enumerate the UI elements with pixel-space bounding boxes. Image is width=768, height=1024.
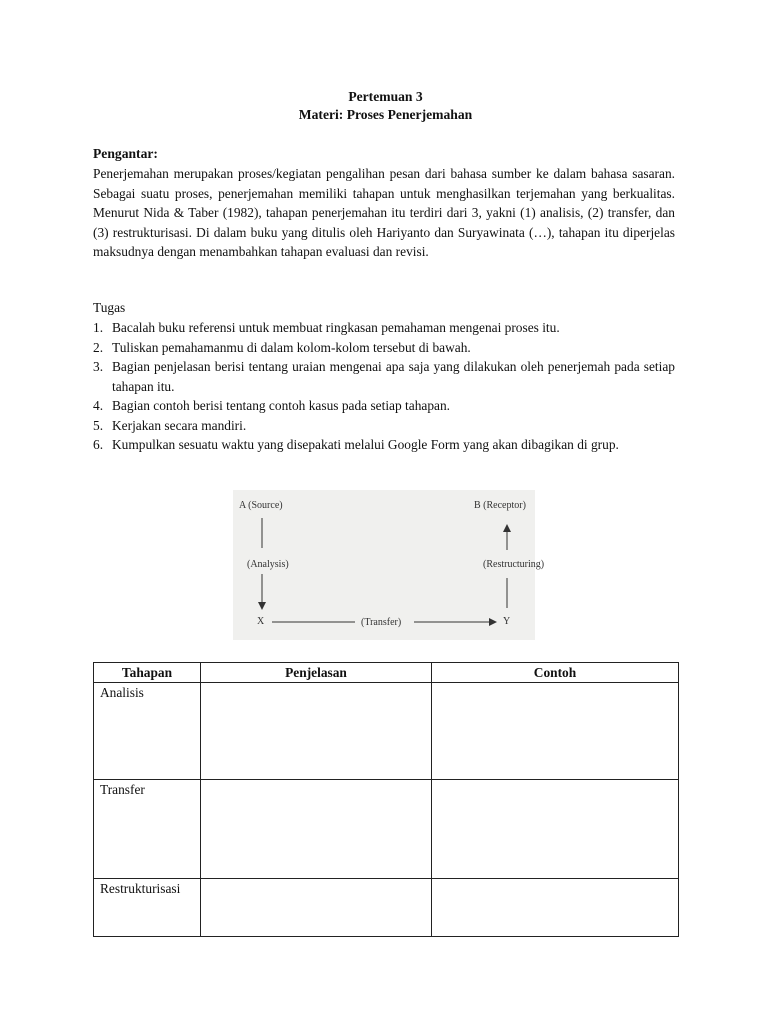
table-row — [94, 683, 679, 780]
tasks-label: Tugas — [93, 300, 126, 315]
restructuring-label: (Restructuring) — [483, 559, 545, 570]
task-text: Kerjakan secara mandiri. — [112, 417, 247, 433]
transfer-arrowhead — [489, 618, 497, 626]
material-title: Materi: Proses Penerjemahan — [298, 107, 473, 122]
task-number: 1. — [93, 320, 104, 335]
task-item — [93, 435, 675, 455]
explanation-cell[interactable] — [201, 780, 432, 879]
source-label: A (Source) — [239, 500, 283, 511]
task-text: Tuliskan pemahamanmu di dalam kolom-kolom tersebut di bawah. — [112, 339, 471, 355]
meeting-title: Pertemuan 3 — [348, 89, 423, 104]
task-list — [93, 318, 675, 455]
task-item — [93, 318, 675, 338]
stage-cell: Transfer — [94, 780, 201, 879]
task-item — [93, 396, 675, 416]
x-label: X — [257, 616, 265, 627]
task-number: 5. — [93, 417, 104, 433]
translation-process-diagram — [233, 490, 545, 640]
intro-paragraph: Penerjemahan merupakan proses/kegiatan pengalihan pesan dari bahasa sumber ke dalam bahasa sasaran. Sebagai suatu proses, penerjemahan memiliki tahapan untuk menghasilkan terjemahan yang berkualitas. Menurut Nida & Taber (1982), tahapan penerjemahan itu terdiri dari 3, yakni (1) analisis, (2) transfer, dan (3) restrukturisasi. Di dalam buku yang ditulis oleh Hariyanto dan Suryawinata (…), tahapan itu diperjelas maksudnya dengan menambahkan tahapan evaluasi dan revisi. — [93, 166, 675, 259]
example-cell[interactable] — [432, 780, 679, 879]
stage-cell: Restrukturisasi — [94, 879, 201, 937]
task-number: 2. — [93, 339, 104, 355]
header-stage: Tahapan — [94, 663, 201, 683]
example-cell[interactable] — [432, 879, 679, 937]
task-text: Bagian penjelasan berisi tentang uraian mengenai apa saja yang dilakukan oleh penerjemah pada setiap tahapan itu. — [112, 359, 675, 394]
task-number: 4. — [93, 398, 104, 413]
task-text: Bacalah buku referensi untuk membuat ringkasan pemahaman mengenai proses itu. — [112, 320, 560, 335]
task-text: Bagian contoh berisi tentang contoh kasus pada setiap tahapan. — [112, 398, 451, 413]
task-item — [93, 338, 675, 358]
stage-cell: Analisis — [94, 683, 201, 780]
task-number: 3. — [93, 359, 104, 374]
stages-table — [93, 662, 679, 937]
y-label: Y — [503, 616, 511, 627]
analysis-label: (Analysis) — [247, 559, 289, 570]
example-cell[interactable] — [432, 683, 679, 780]
task-number: 6. — [93, 437, 104, 452]
table-header-row — [94, 663, 679, 683]
table-row — [94, 879, 679, 937]
restructuring-arrowhead — [503, 524, 511, 532]
analysis-arrowhead — [258, 602, 266, 610]
task-text: Kumpulkan sesuatu waktu yang disepakati melalui Google Form yang akan dibagikan di grup. — [112, 437, 619, 452]
header-example: Contoh — [432, 663, 679, 683]
receptor-label: B (Receptor) — [474, 500, 526, 511]
explanation-cell[interactable] — [201, 879, 432, 937]
header-explanation: Penjelasan — [201, 663, 432, 683]
table-row — [94, 780, 679, 879]
explanation-cell[interactable] — [201, 683, 432, 780]
intro-heading: Pengantar: — [93, 146, 158, 161]
transfer-label: (Transfer) — [361, 617, 402, 628]
task-item — [93, 416, 675, 436]
task-item — [93, 357, 675, 396]
